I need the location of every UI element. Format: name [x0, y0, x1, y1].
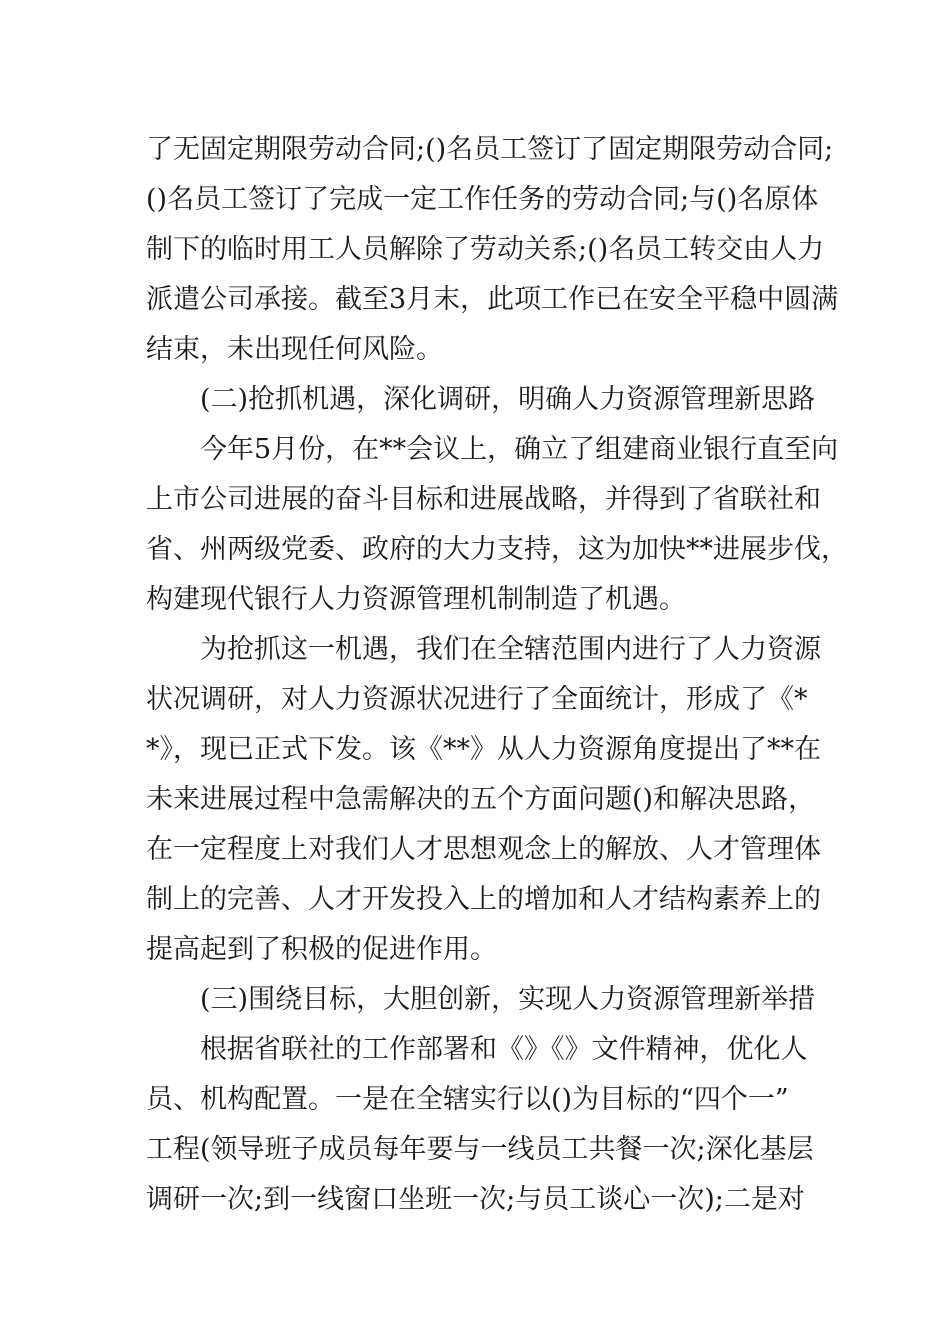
text-line: 为抢抓这一机遇，我们在全辖范围内进行了人力资源 — [200, 634, 821, 665]
text-line: ()名员工签订了完成一定工作任务的劳动合同;与()名原体 — [146, 184, 819, 215]
text-line: 结束，未出现任何风险。 — [146, 334, 443, 365]
text-line: 未来进展过程中急需解决的五个方面问题()和解决思路， — [146, 784, 816, 815]
text-line: 员、机构配置。一是在全辖实行以()为目标的“四个一” — [146, 1084, 789, 1115]
text-line: 了无固定期限劳动合同;()名员工签订了固定期限劳动合同; — [146, 134, 834, 165]
text-line: 构建现代银行人力资源管理机制制造了机遇。 — [146, 584, 686, 615]
text-line: 今年5月份，在**会议上，确立了组建商业银行直至向 — [200, 434, 839, 465]
text-line: 调研一次;到一线窗口坐班一次;与员工谈心一次);二是对 — [146, 1184, 805, 1215]
text-line: 上市公司进展的奋斗目标和进展战略，并得到了省联社和 — [146, 484, 821, 515]
section-heading: (二)抢抓机遇，深化调研，明确人力资源管理新思路 — [200, 384, 816, 415]
text-line: 提高起到了积极的促进作用。 — [146, 934, 497, 965]
text-line: *》，现已正式下发。该《**》从人力资源角度提出了**在 — [146, 734, 821, 765]
text-line: 派遣公司承接。截至3月末，此项工作已在安全平稳中圆满 — [146, 284, 839, 315]
section-heading: (三)围绕目标，大胆创新，实现人力资源管理新举措 — [200, 984, 816, 1015]
text-line: 状况调研，对人力资源状况进行了全面统计，形成了《* — [146, 684, 808, 715]
text-line: 根据省联社的工作部署和《》《》文件精神，优化人 — [200, 1034, 808, 1065]
text-line: 工程(领导班子成员每年要与一线员工共餐一次;深化基层 — [146, 1134, 814, 1165]
text-line: 在一定程度上对我们人才思想观念上的解放、人才管理体 — [146, 834, 821, 865]
text-line: 制下的临时用工人员解除了劳动关系;()名员工转交由人力 — [146, 234, 825, 265]
text-line: 省、州两级党委、政府的大力支持，这为加快**进展步伐， — [146, 534, 848, 565]
text-line: 制上的完善、人才开发投入上的增加和人才结构素养上的 — [146, 884, 821, 915]
